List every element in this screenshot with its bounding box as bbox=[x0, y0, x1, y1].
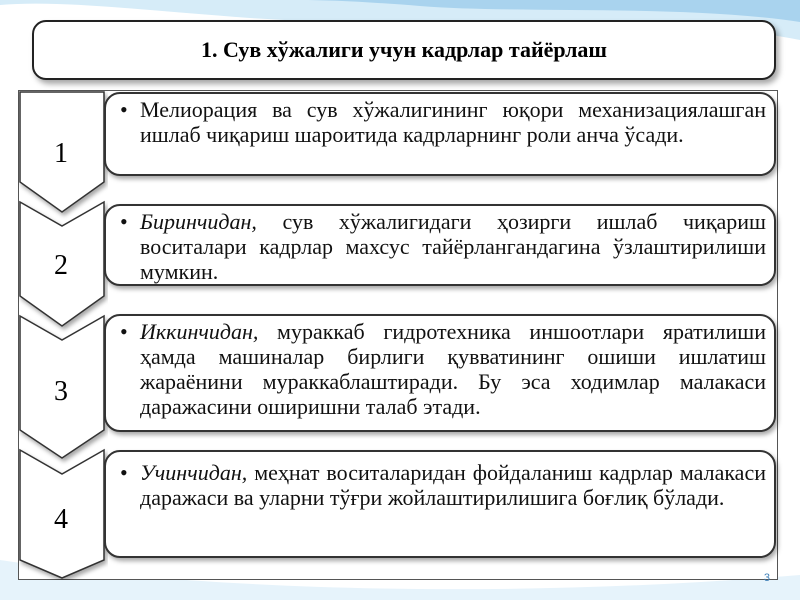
step-body-4: меҳнат воситаларидан фойдаланиш кадрлар малакаси даражаси ва уларни тўғри жойлаштирилишига боғлиқ бўлади. bbox=[140, 460, 766, 510]
bullet-1: • bbox=[120, 97, 128, 122]
step-body-2: сув хўжалигидаги ҳозирги ишлаб чиқариш воситалари кадрлар махсус тайёрлангандагина ўзлаштирилиши мумкин. bbox=[140, 209, 766, 284]
step-lead-3: Иккинчидан, bbox=[140, 319, 259, 344]
step-lead-4: Учинчидан, bbox=[140, 460, 248, 485]
step-text-3 bbox=[140, 319, 766, 427]
step-box-3 bbox=[104, 314, 776, 432]
step-box-1 bbox=[104, 92, 776, 176]
step-text-4 bbox=[140, 460, 766, 553]
bullet-3: • bbox=[120, 319, 128, 344]
title-banner bbox=[32, 20, 776, 80]
step-text-2 bbox=[140, 209, 766, 284]
slide-title: 1. Сув хўжалиги учун кадрлар тайёрлаш bbox=[201, 37, 607, 62]
step-text-1 bbox=[140, 97, 766, 171]
step-lead-2: Биринчидан, bbox=[140, 209, 257, 234]
step-number-1: 1 bbox=[54, 138, 68, 169]
step-number-2: 2 bbox=[54, 250, 68, 281]
step-body-3: мураккаб гидротехника иншоотлари яратилиши ҳамда машиналар бирлиги қувватининг ошиши ишлатиш жараёнини мураккаблаштиради. Бу эса ходимлар малакаси даражасини оширишни талаб этади. bbox=[140, 319, 766, 419]
bullet-2: • bbox=[120, 209, 128, 234]
step-box-2 bbox=[104, 204, 776, 286]
page-number: 3 bbox=[763, 572, 770, 584]
bullet-4: • bbox=[120, 460, 128, 485]
step-number-3: 3 bbox=[54, 376, 68, 407]
step-number-4: 4 bbox=[54, 504, 68, 535]
step-box-4 bbox=[104, 450, 776, 558]
step-body-1: Мелиорация ва сув хўжалигининг юқори механизациялашган ишлаб чиқариш шароитида кадрларнинг роли анча ўсади. bbox=[140, 97, 766, 147]
